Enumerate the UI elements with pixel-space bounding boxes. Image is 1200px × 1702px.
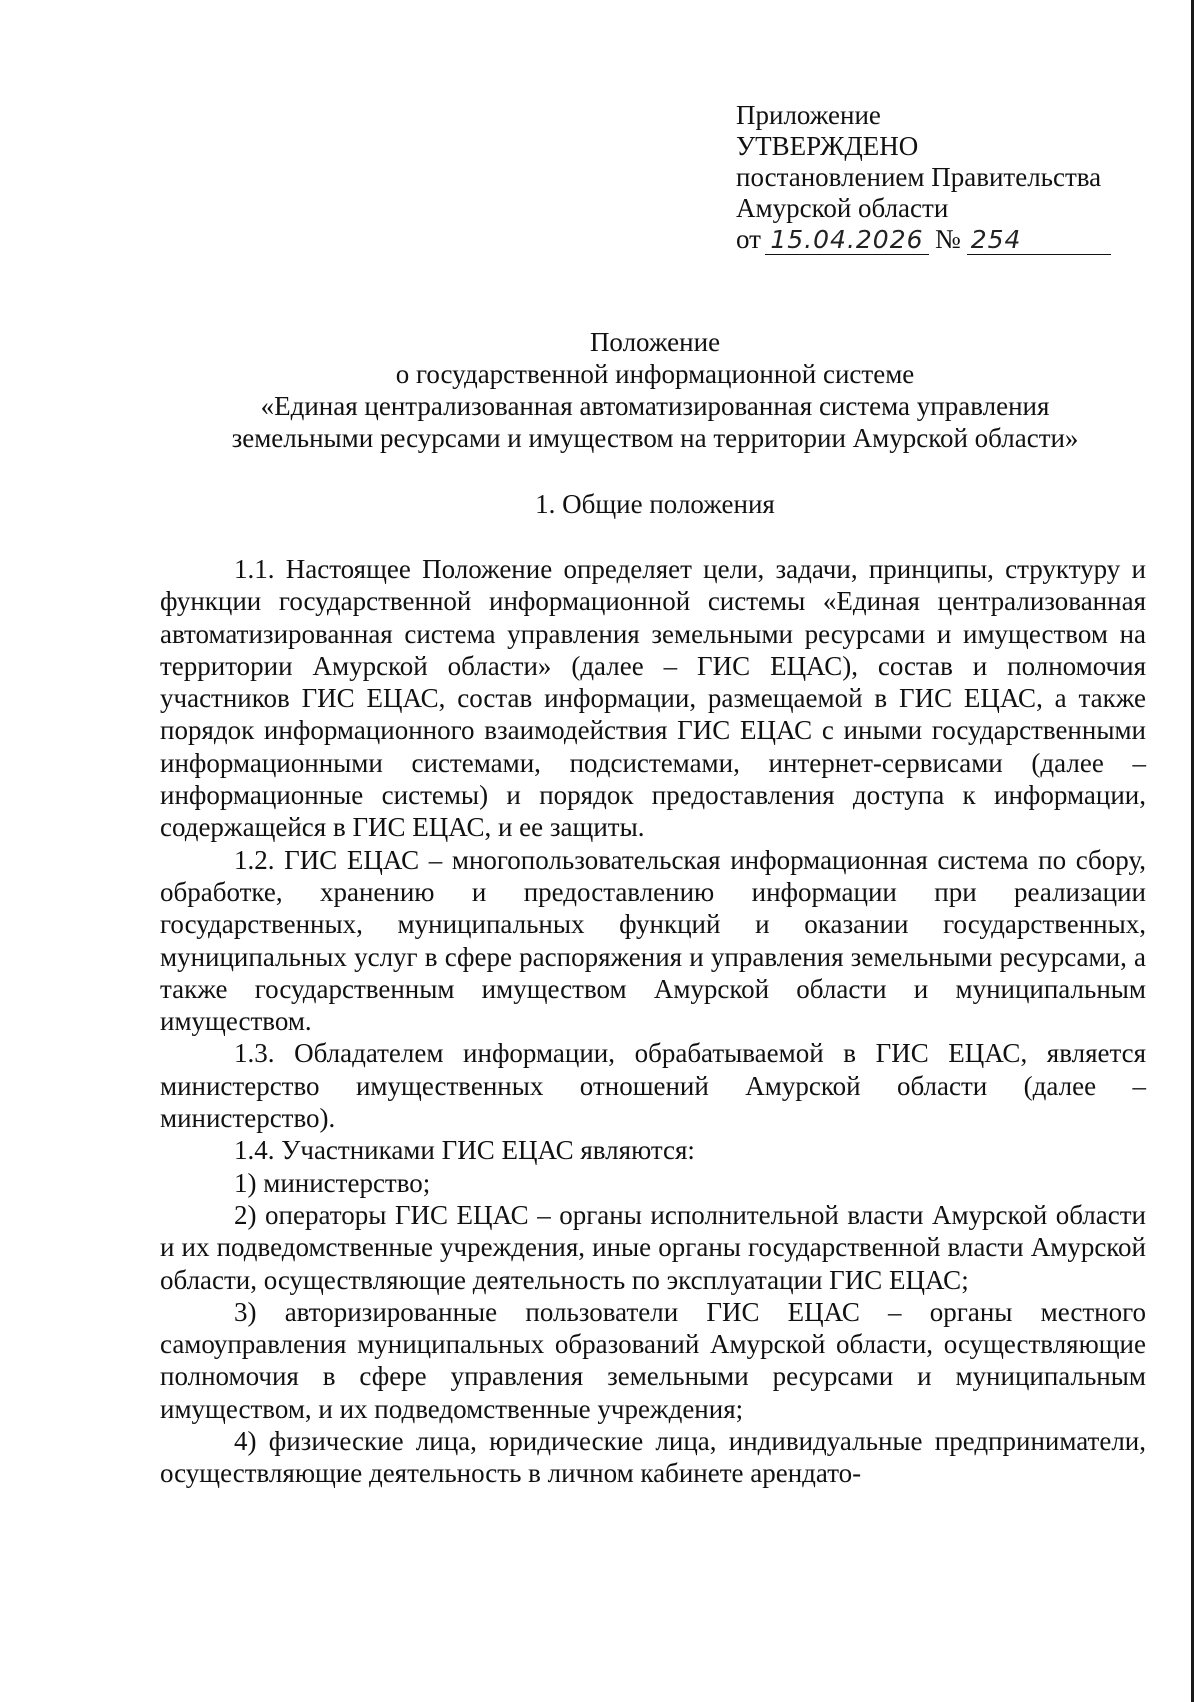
list-item-2: 2) операторы ГИС ЕЦАС – органы исполнительной власти Амурской области и их подведомственные учреждения, иные органы государственной власти Амурской области, осуществляющие деятельность по эксплуатации ГИС ЕЦАС; <box>160 1199 1146 1295</box>
approval-stamp-block <box>736 100 1136 255</box>
number-prefix: № <box>934 224 961 254</box>
document-body <box>160 553 1146 1490</box>
paragraph-1-3: 1.3. Обладателем информации, обрабатываемой в ГИС ЕЦАС, является министерство имущественных отношений Амурской области (далее – министерство). <box>160 1038 1146 1134</box>
list-item-4: 4) физические лица, юридические лица, индивидуальные предприниматели, осуществляющие деятельность в личном кабинете арендато- <box>160 1426 1146 1489</box>
handwritten-date: 15.04.2026 <box>765 226 929 255</box>
handwritten-number: 254 <box>967 226 1111 255</box>
page-edge-scan-border <box>1191 0 1194 1702</box>
date-number-line <box>736 224 1136 255</box>
paragraph-1-4: 1.4. Участниками ГИС ЕЦАС являются: <box>234 1135 695 1166</box>
appendix-label: Приложение <box>736 100 881 130</box>
paragraph-1-2: 1.2. ГИС ЕЦАС – многопользовательская информационная система по сбору, обработке, хранению и предоставлению информации при реализации государственных, муниципальных функций и оказании государственных, муниципальных услуг в сфере распоряжения и управления земельными ресурсами, а также государственным имуществом Амурской области и муниципальным имуществом. <box>160 844 1146 1037</box>
document-title <box>160 326 1150 454</box>
region-label: Амурской области <box>736 193 949 223</box>
title-line-4: земельными ресурсами и имуществом на территории Амурской области» <box>231 423 1079 453</box>
paragraph-1-1: 1.1. Настоящее Положение определяет цели, задачи, принципы, структуру и функции государственной информационной системы «Единая централизованная автоматизированная система управления земельными ресурсами и имуществом на территории Амурской области» (далее – ГИС ЕЦАС), состав и полномочия участников ГИС ЕЦАС, состав информации, размещаемой в ГИС ЕЦАС, а также порядок информационного взаимодействия ГИС ЕЦАС с иными государственными информационными системами, подсистемами, интернет-сервисами (далее – информационные системы) и порядок предоставления доступа к информации, содержащейся в ГИС ЕЦАС, и ее защиты. <box>160 554 1146 843</box>
title-line-2: о государственной информационной системе <box>395 359 915 389</box>
list-item-3: 3) авторизированные пользователи ГИС ЕЦАС – органы местного самоуправления муниципальных образований Амурской области, осуществляющие полномочия в сфере управления земельными ресурсами и муниципальным имуществом, и их подведомственные учреждения; <box>160 1296 1146 1424</box>
resolution-label: постановлением Правительства <box>736 162 1102 192</box>
list-item-1: 1) министерство; <box>234 1167 431 1198</box>
title-line-1: Положение <box>589 327 721 357</box>
title-line-3: «Единая централизованная автоматизированная система управления <box>260 391 1050 421</box>
date-prefix: от <box>736 224 761 254</box>
section-heading: 1. Общие положения <box>535 489 775 519</box>
approved-label: УТВЕРЖДЕНО <box>736 131 919 161</box>
